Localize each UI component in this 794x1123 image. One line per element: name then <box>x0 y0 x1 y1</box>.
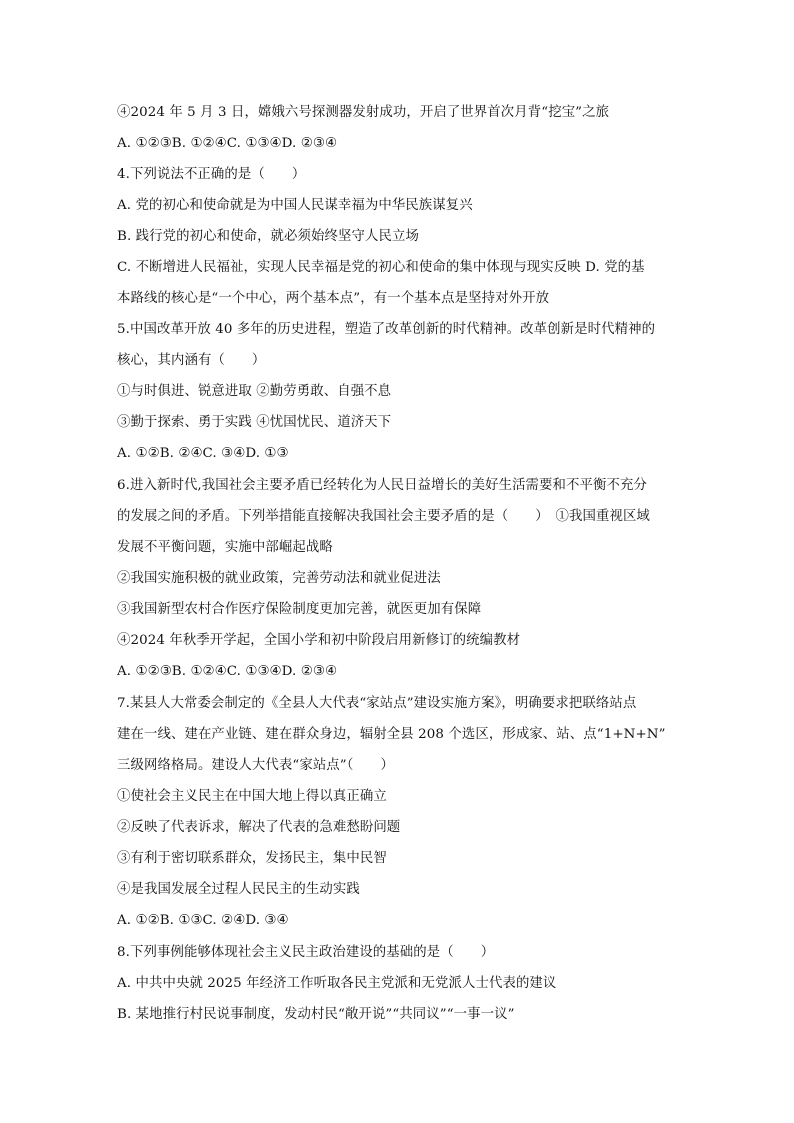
text-line: B. 某地推行村民说事制度，发动村民“敞开说”“共同议”“一事一议” <box>117 1007 515 1022</box>
text-line: ④2024 年 5 月 3 日，嫦娥六号探测器发射成功，开启了世界首次月背“挖宝”之旅 <box>117 105 610 120</box>
text-line: ②反映了代表诉求，解决了代表的急难愁盼问题 <box>117 820 401 835</box>
text-line: 核心，其内涵有（ ） <box>117 353 266 368</box>
text-line: ①与时俱进、锐意进取 ②勤劳勇敢、自强不息 <box>117 384 392 399</box>
text-line: ④2024 年秋季开学起，全国小学和初中阶段启用新修订的统编教材 <box>117 633 521 648</box>
text-line: A. ①②B. ②④C. ③④D. ①③ <box>117 446 289 461</box>
question-line: 4.下列说法不正确的是（ ） <box>117 167 306 182</box>
text-line: A. 党的初心和使命就是为中国人民谋幸福为中华民族谋复兴 <box>117 198 473 213</box>
text-line: B. 践行党的初心和使命，就必须始终坚守人民立场 <box>117 229 419 244</box>
text-line: 三级网络格局。建设人大代表“家站点”（ ） <box>117 758 395 773</box>
question-line: 8.下列事例能够体现社会主义民主政治建设的基础的是（ ） <box>117 945 495 960</box>
text-line: A. ①②B. ①③C. ②④D. ③④ <box>117 913 289 928</box>
text-line: C. 不断增进人民福祉，实现人民幸福是党的初心和使命的集中体现与现实反映 D. 党的基 <box>117 260 645 275</box>
text-line: ④是我国发展全过程人民民主的生动实践 <box>117 882 360 897</box>
text-line: ③有利于密切联系群众，发扬民主，集中民智 <box>117 851 387 866</box>
text-line: ②我国实施积极的就业政策，完善劳动法和就业促进法 <box>117 571 441 586</box>
text-line: 本路线的核心是“一个中心，两个基本点”，有一个基本点是坚持对外开放 <box>117 291 550 306</box>
question-line: 6.进入新时代,我国社会主要矛盾已经转化为人民日益增长的美好生活需要和不平衡不充分 <box>117 478 647 493</box>
question-line: 7.某县人大常委会制定的《全县人大代表“家站点”建设实施方案》，明确要求把联络站点 <box>117 696 637 711</box>
text-line: 建在一线、建在产业链、建在群众身边，辐射全县 208 个选区，形成家、站、点“1+N+N” <box>117 727 666 742</box>
text-line: 发展不平衡问题，实施中部崛起战略 <box>117 540 333 555</box>
text-line: A. ①②③B. ①②④C. ①③④D. ②③④ <box>117 664 338 679</box>
text-line: 的发展之间的矛盾。下列举措能直接解决我国社会主要矛盾的是（ ） ①我国重视区域 <box>117 509 650 524</box>
text-line: A. ①②③B. ①②④C. ①③④D. ②③④ <box>117 136 338 151</box>
text-line: ③勤于探索、勇于实践 ④忧国忧民、道济天下 <box>117 415 392 430</box>
question-line: 5.中国改革开放 40 多年的历史进程，塑造了改革创新的时代精神。改革创新是时代精神的 <box>117 322 656 337</box>
text-line: A. 中共中央就 2025 年经济工作听取各民主党派和无党派人士代表的建议 <box>117 976 557 991</box>
text-line: ③我国新型农村合作医疗保险制度更加完善，就医更加有保障 <box>117 602 482 617</box>
text-line: ①使社会主义民主在中国大地上得以真正确立 <box>117 789 387 804</box>
